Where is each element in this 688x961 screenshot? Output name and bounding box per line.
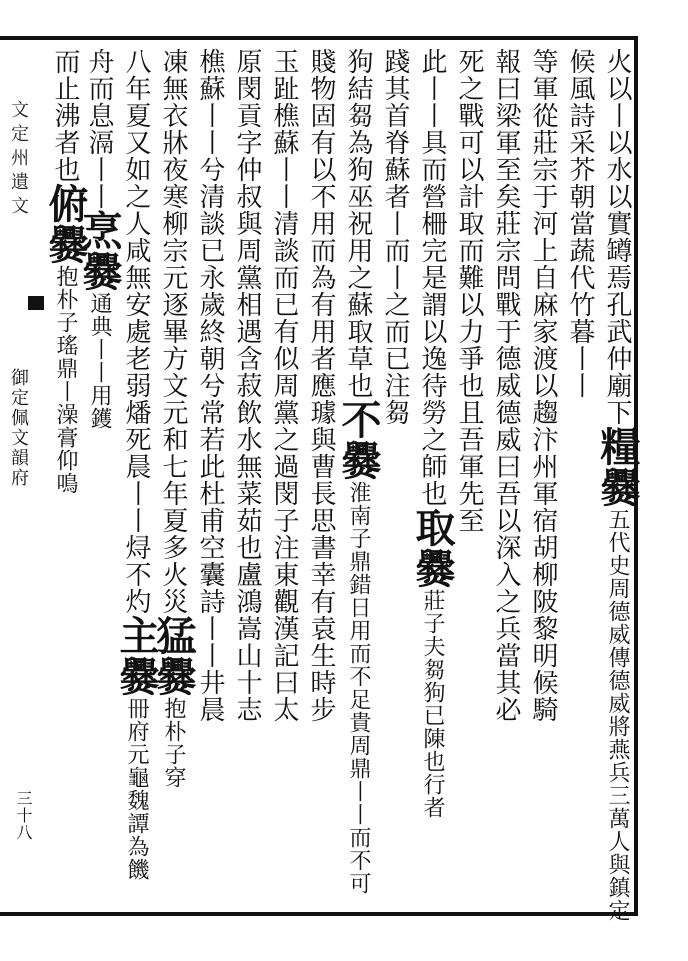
text-column-16 xyxy=(42,48,89,495)
text-column-4 xyxy=(487,48,525,723)
column-text: 樵蘇丨丨兮清談已永歲終朝兮常若此杜甫空囊詩丨丨井晨 xyxy=(195,48,225,723)
text-column-7 xyxy=(376,48,414,426)
column-text: 候風詩采芥朝當蔬代竹暮丨丨 xyxy=(565,48,595,399)
column-text: 踐其首脊蘇者丨而丨之而已注芻 xyxy=(380,48,410,426)
text-column-10 xyxy=(265,48,303,723)
text-column-9 xyxy=(302,48,340,723)
folio-number: 三十八 xyxy=(14,790,33,841)
column-text: 舟而息滆丨丨 xyxy=(84,48,114,210)
text-column-2 xyxy=(561,48,599,399)
column-text: 賤物固有以不用而為有用者應璩與曹長思書幸有袁生時步 xyxy=(306,48,336,723)
column-text: 死之戰可以計取而難以力爭也且吾軍先至 xyxy=(454,48,484,534)
headword-note: 淮南子鼎錯日用而不足貴周鼎丨丨而不可 xyxy=(346,481,371,895)
column-text: 玉趾樵蘇丨丨清談而已有似周黨之過閔子注東觀漢記曰太 xyxy=(269,48,299,723)
column-text: 等軍從莊宗于河上自麻家渡以趨汴州軍宿胡柳陂黎明候騎 xyxy=(528,48,558,723)
text-column-11 xyxy=(228,48,266,723)
column-text: 八年夏又如之人咸無安處老弱燔死晨丨丨𬊈不灼 xyxy=(121,48,151,615)
headword: 猛爨 xyxy=(150,615,197,697)
headword: 不爨 xyxy=(335,399,382,481)
column-text: 報曰梁軍至矣莊宗問戰于德威德威曰吾以深入之兵當其必 xyxy=(491,48,521,723)
page-margin xyxy=(2,48,42,908)
running-title: 御定佩文韻府 xyxy=(8,368,29,488)
text-column-14 xyxy=(113,48,160,881)
headword-note: 冊府元龜魏譚為饑 xyxy=(124,697,149,881)
column-text: 原閔貢字仲叔與周黨相遇含菽飲水無菜茹也盧鴻嵩山十志 xyxy=(232,48,262,723)
headword: 糧爨 xyxy=(594,426,641,508)
column-text: 凍無衣牀夜寒柳宗元逐畢方文元和七年夏多火災 xyxy=(158,48,188,615)
column-text: 此丨丨具而營柵完是謂以逸待勞之師也 xyxy=(417,48,447,507)
headword: 主爨 xyxy=(113,615,160,697)
headword-note: 通典丨丨用鑊 xyxy=(87,292,112,430)
text-column-5 xyxy=(450,48,488,534)
column-text: 火以丨以水以實罇焉孔武仲廟下 xyxy=(602,48,632,426)
text-column-3 xyxy=(524,48,562,723)
headword: 取爨 xyxy=(409,507,456,589)
column-text: 狗結芻為狗巫祝用之蘇取草也 xyxy=(343,48,373,399)
headword: 烹爨 xyxy=(76,210,123,292)
headword: 俯爨 xyxy=(42,183,89,265)
text-column-6 xyxy=(409,48,456,819)
headword-note: 五代史周德威傳德威將燕兵三萬人與鎮定 xyxy=(605,508,630,922)
headword-note: 抱朴子穿 xyxy=(161,697,186,789)
headword-note: 莊子夫芻狗已陳也行者 xyxy=(420,589,445,819)
margin-header: 文定州遺文 xyxy=(8,100,29,220)
text-column-1 xyxy=(594,48,641,922)
headword-note: 抱朴子瑤鼎丨澡膏仰鳴 xyxy=(53,265,78,495)
column-text: 而止沸者也 xyxy=(50,48,80,183)
text-column-8 xyxy=(335,48,382,895)
